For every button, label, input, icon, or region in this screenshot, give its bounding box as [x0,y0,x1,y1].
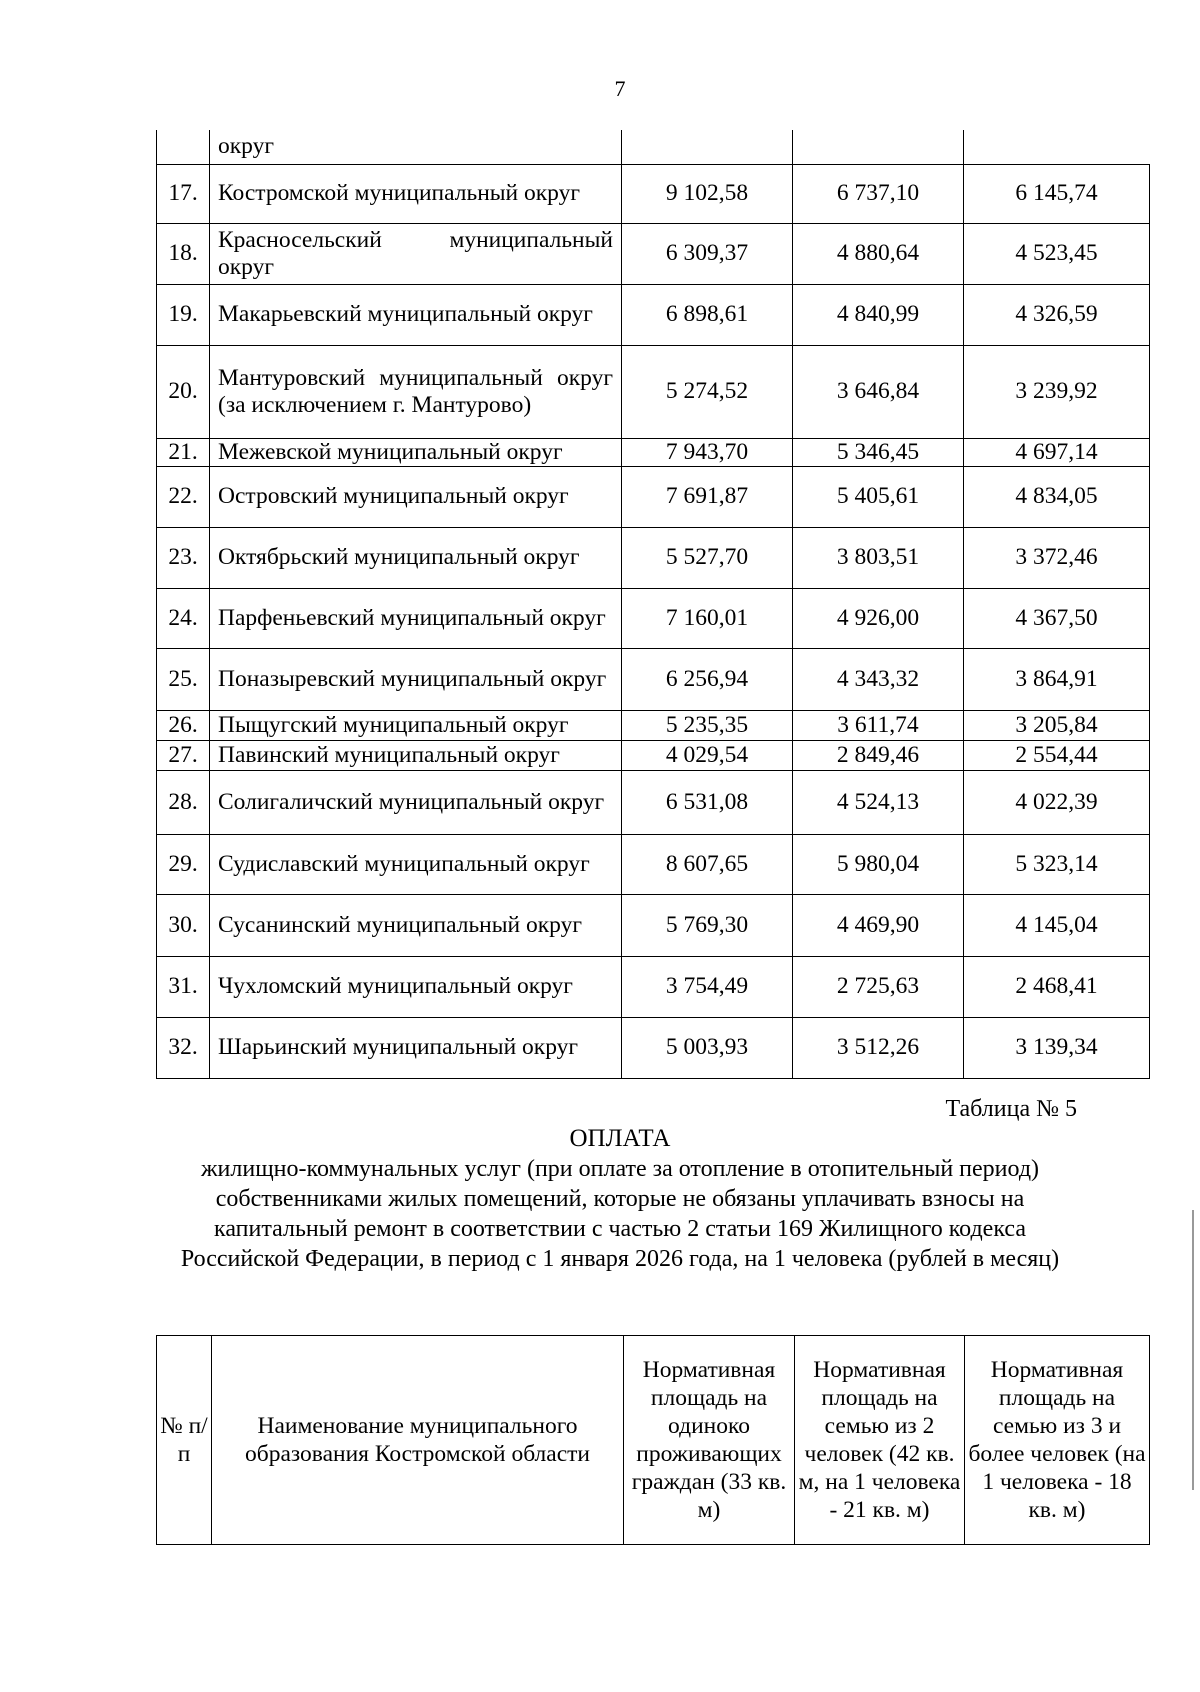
value-two: 5 405,61 [793,466,964,527]
scan-edge [1192,1210,1194,1490]
name-cell: Солигаличский муниципальный округ [210,770,622,834]
value-single: 5 769,30 [622,894,793,956]
name-cell: Пыщугский муниципальный округ [210,710,622,740]
row-number: 25. [157,648,210,710]
table-title [160,1124,1080,1274]
table-row [157,223,1150,284]
value-three: 4 834,05 [964,466,1150,527]
name-cell: Павинский муниципальный округ [210,740,622,770]
value-three: 3 139,34 [964,1017,1150,1078]
value-three: 2 554,44 [964,740,1150,770]
table-row [157,648,1150,710]
value-two: 4 880,64 [793,223,964,284]
header-name: Наименование муниципального образования Костромской области [212,1336,624,1545]
row-number: 29. [157,834,210,894]
name-cell: округ [210,130,622,164]
name-cell: Шарьинский муниципальный округ [210,1017,622,1078]
name-cell: Поназыревский муниципальный округ [210,648,622,710]
header-three: Нормативная площадь на семью из 3 и более человек (на 1 человека - 18 кв. м) [965,1336,1150,1545]
value-three: 4 145,04 [964,894,1150,956]
value-two: 3 611,74 [793,710,964,740]
value-two: 5 980,04 [793,834,964,894]
value-single: 5 274,52 [622,345,793,438]
value-two: 5 346,45 [793,438,964,466]
header-number: № п/ п [157,1336,212,1545]
value-three: 4 697,14 [964,438,1150,466]
page-number: 7 [614,76,626,101]
value-single: 5 235,35 [622,710,793,740]
value-single: 8 607,65 [622,834,793,894]
row-number: 26. [157,710,210,740]
name-cell: Чухломский муниципальный округ [210,956,622,1017]
value-two: 3 646,84 [793,345,964,438]
value-single: 9 102,58 [622,164,793,223]
table-row [157,770,1150,834]
value-three: 4 326,59 [964,284,1150,345]
value-single: 6 898,61 [622,284,793,345]
value-single: 6 309,37 [622,223,793,284]
table-row [157,894,1150,956]
table-row [157,740,1150,770]
value-three: 4 367,50 [964,588,1150,648]
table-row [157,284,1150,345]
value-two: 6 737,10 [793,164,964,223]
row-number: 32. [157,1017,210,1078]
value-three: 6 145,74 [964,164,1150,223]
header-row [157,1336,1150,1545]
row-number: 30. [157,894,210,956]
value-three: 3 864,91 [964,648,1150,710]
value-single: 7 160,01 [622,588,793,648]
row-number: 23. [157,527,210,588]
value-single: 7 691,87 [622,466,793,527]
table-heading: ОПЛАТА [569,1125,671,1152]
value-three: 4 022,39 [964,770,1150,834]
row-number: 24. [157,588,210,648]
value-single: 6 256,94 [622,648,793,710]
value-two: 4 524,13 [793,770,964,834]
header-two: Нормативная площадь на семью из 2 человек (42 кв. м, на 1 человека - 21 кв. м) [795,1336,965,1545]
value-two: 3 512,26 [793,1017,964,1078]
value-three: 2 468,41 [964,956,1150,1017]
row-number: 18. [157,223,210,284]
table-subtitle: жилищно-коммунальных услуг (при оплате за отопление в отопительный период) собственниками жилых помещений, которые не обязаны уплачивать взносы на капитальный ремонт в соответствии с частью 2 статьи 169 Жилищного кодекса Российской Федерации, в период с 1 января 2026 года, на 1 человека (рублей в месяц) [180,1156,1060,1272]
row-number: 19. [157,284,210,345]
table-row [157,527,1150,588]
name-cell: Судиславский муниципальный округ [210,834,622,894]
table-row [157,834,1150,894]
value-two: 4 469,90 [793,894,964,956]
value-three: 4 523,45 [964,223,1150,284]
name-cell: Сусанинский муниципальный округ [210,894,622,956]
row-number: 28. [157,770,210,834]
name-cell: Октябрьский муниципальный округ [210,527,622,588]
table-row [157,710,1150,740]
value-three: 3 372,46 [964,527,1150,588]
value-single: 7 943,70 [622,438,793,466]
value-two: 2 849,46 [793,740,964,770]
value-three: 3 205,84 [964,710,1150,740]
value-two: 2 725,63 [793,956,964,1017]
value-two: 4 343,32 [793,648,964,710]
value-two: 4 840,99 [793,284,964,345]
name-cell: Мантуровский муниципальный округ (за исключением г. Мантурово) [210,345,622,438]
header-single: Нормативная площадь на одиноко проживающих граждан (33 кв. м) [624,1336,795,1545]
value-three: 3 239,92 [964,345,1150,438]
value-single: 3 754,49 [622,956,793,1017]
name-cell: Парфеньевский муниципальный округ [210,588,622,648]
table-row [157,588,1150,648]
value-single: 6 531,08 [622,770,793,834]
row-number: 22. [157,466,210,527]
table-5-header [156,1335,1150,1545]
row-number: 21. [157,438,210,466]
table-row [157,130,1150,164]
row-number: 31. [157,956,210,1017]
row-number: 27. [157,740,210,770]
row-number: 20. [157,345,210,438]
name-cell: Межевской муниципальный округ [210,438,622,466]
value-two: 4 926,00 [793,588,964,648]
name-cell: Островский муниципальный округ [210,466,622,527]
value-two: 3 803,51 [793,527,964,588]
row-number: 17. [157,164,210,223]
value-single: 5 527,70 [622,527,793,588]
value-three: 5 323,14 [964,834,1150,894]
table-4-continuation [156,130,1150,1079]
table-row [157,438,1150,466]
table-row [157,956,1150,1017]
name-cell: Макарьевский муниципальный округ [210,284,622,345]
table-row [157,466,1150,527]
value-single: 4 029,54 [622,740,793,770]
table-row [157,164,1150,223]
table-row [157,1017,1150,1078]
name-cell: Костромской муниципальный округ [210,164,622,223]
value-single: 5 003,93 [622,1017,793,1078]
table-row [157,345,1150,438]
name-cell: Красносельский муниципальный округ [210,223,622,284]
table-label: Таблица № 5 [945,1096,1077,1122]
